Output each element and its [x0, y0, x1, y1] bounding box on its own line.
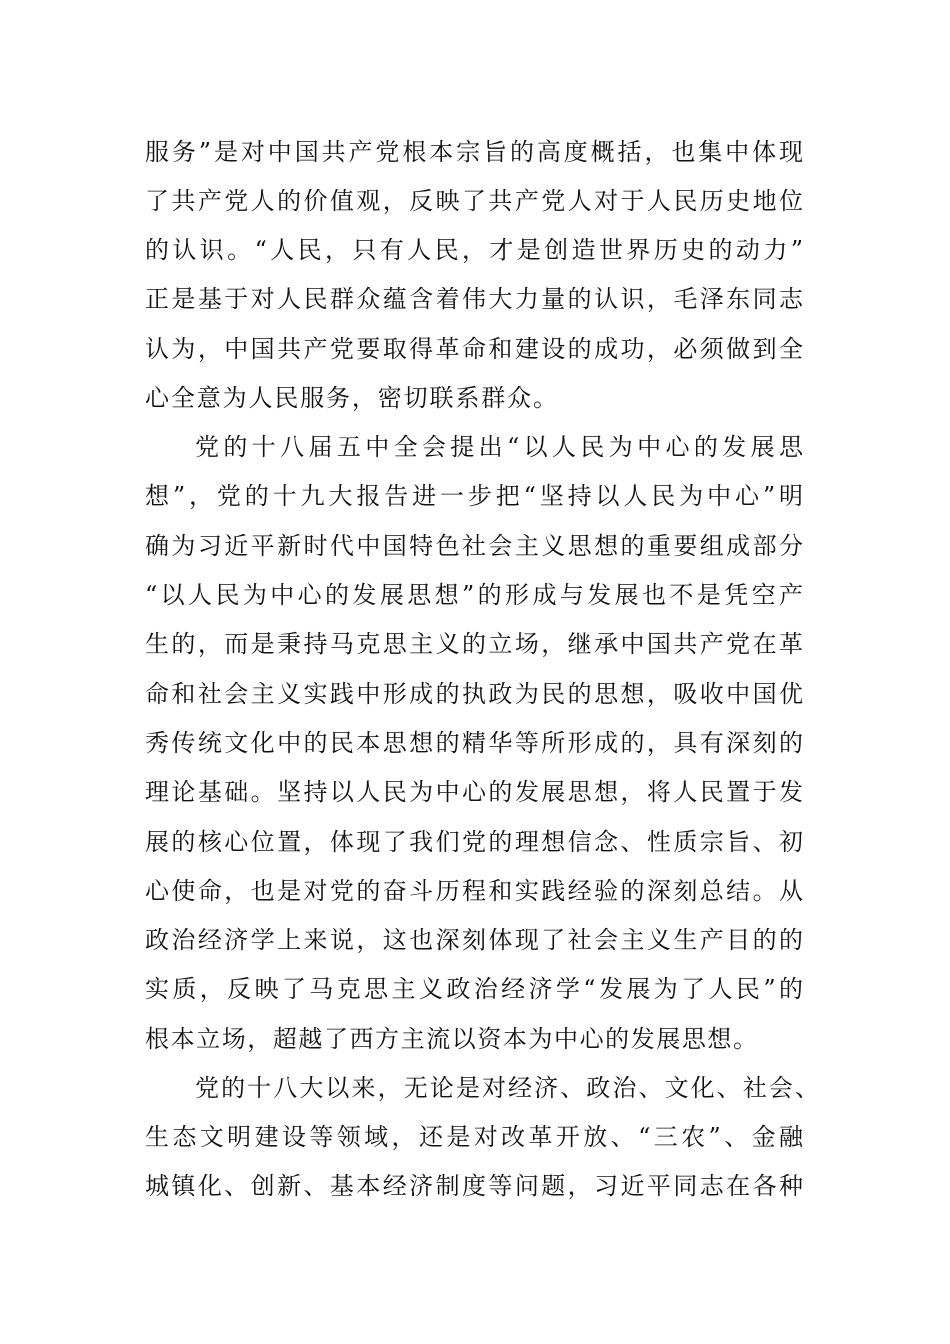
text-line: 党的十八大以来，无论是对经济、政治、文化、社会、	[195, 1074, 819, 1102]
text-line: 实质，反映了马克思主义政治经济学“发展为了人民”的	[145, 975, 803, 1003]
text-line: 确为习近平新时代中国特色社会主义思想的重要组成部分	[145, 532, 803, 560]
text-line: 了共产党人的价值观，反映了共产党人对于人民历史地位	[145, 187, 803, 215]
text-line: 秀传统文化中的民本思想的精华等所形成的，具有深刻的	[145, 729, 803, 757]
text-line: 根本立场，超越了西方主流以资本为中心的发展思想。	[145, 1025, 757, 1053]
text-line: 生的，而是秉持马克思主义的立场，继承中国共产党在革	[145, 630, 803, 658]
text-line: 命和社会主义实践中形成的执政为民的思想，吸收中国优	[145, 680, 803, 708]
text-line: 心全意为人民服务，密切联系群众。	[145, 384, 557, 412]
text-line: “以人民为中心的发展思想”的形成与发展也不是凭空产	[145, 581, 803, 609]
text-line: 的认识。“人民，只有人民，才是创造世界历史的动力”	[145, 236, 803, 264]
text-line: 想”，党的十九大报告进一步把“坚持以人民为中心”明	[145, 482, 803, 510]
text-line: 政治经济学上来说，这也深刻体现了社会主义生产目的的	[145, 926, 803, 954]
text-line: 党的十八届五中全会提出“以人民为中心的发展思	[195, 433, 803, 461]
text-line: 展的核心位置，体现了我们党的理想信念、性质宗旨、初	[145, 828, 803, 856]
text-line: 服务”是对中国共产党根本宗旨的高度概括，也集中体现	[145, 138, 803, 166]
text-line: 心使命，也是对党的奋斗历程和实践经验的深刻总结。从	[145, 877, 803, 905]
text-line: 理论基础。坚持以人民为中心的发展思想，将人民置于发	[145, 778, 803, 806]
text-line: 城镇化、创新、基本经济制度等问题，习近平同志在各种	[145, 1172, 803, 1200]
text-line: 生态文明建设等领域，还是对改革开放、“三农”、金融	[145, 1123, 803, 1151]
text-line: 正是基于对人民群众蕴含着伟大力量的认识，毛泽东同志	[145, 285, 803, 313]
text-line: 认为，中国共产党要取得革命和建设的成功，必须做到全	[145, 335, 803, 363]
